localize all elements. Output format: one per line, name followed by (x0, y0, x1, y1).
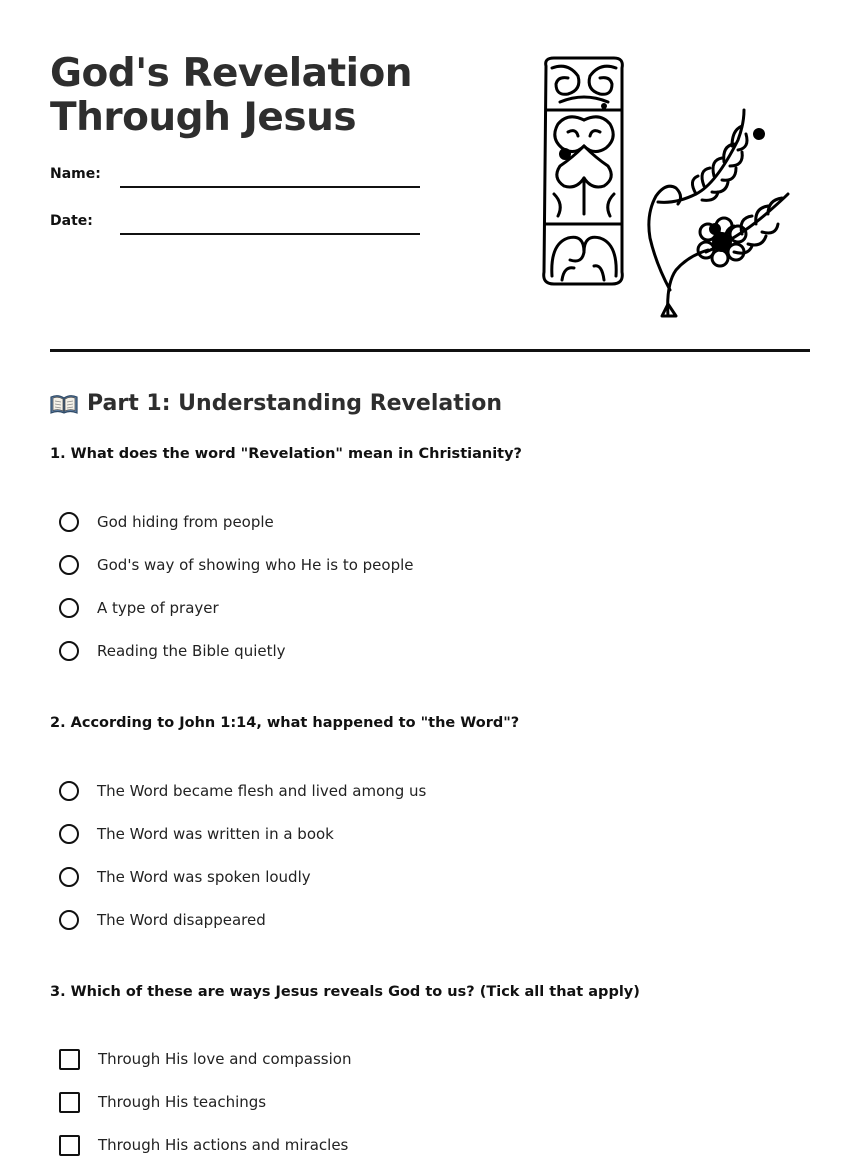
option-label: The Word was spoken loudly (97, 868, 311, 886)
radio-button[interactable] (59, 641, 79, 661)
radio-button[interactable] (59, 598, 79, 618)
question-2: 2. According to John 1:14, what happened to "the Word"? (50, 715, 520, 731)
name-label: Name: (50, 166, 101, 182)
option-label: A type of prayer (97, 599, 219, 617)
q2-option-1[interactable] (59, 778, 426, 804)
title-line-1: God's Revelation (50, 51, 413, 96)
radio-button[interactable] (59, 910, 79, 930)
radio-button[interactable] (59, 824, 79, 844)
question-1: 1. What does the word "Revelation" mean in Christianity? (50, 446, 522, 462)
option-label: Through His love and compassion (98, 1050, 352, 1068)
option-label: The Word disappeared (97, 911, 266, 929)
worksheet-page (50, 0, 810, 1161)
q3-option-3[interactable] (59, 1132, 348, 1158)
name-input-line[interactable] (120, 186, 420, 188)
radio-button[interactable] (59, 512, 79, 532)
option-label: Through His teachings (98, 1093, 267, 1111)
option-label: God hiding from people (97, 513, 274, 531)
q2-option-4[interactable] (59, 907, 266, 933)
radio-button[interactable] (59, 555, 79, 575)
option-label: God's way of showing who He is to people (97, 556, 414, 574)
option-label: The Word was written in a book (97, 825, 334, 843)
checkbox[interactable] (59, 1092, 80, 1113)
radio-button[interactable] (59, 867, 79, 887)
q1-option-1[interactable] (59, 509, 274, 535)
q3-option-1[interactable] (59, 1046, 351, 1072)
decorative-pillar-and-fern-icon (538, 54, 798, 324)
checkbox[interactable] (59, 1135, 80, 1156)
date-input-line[interactable] (120, 233, 420, 235)
q2-option-3[interactable] (59, 864, 311, 890)
question-3: 3. Which of these are ways Jesus reveals God to us? (Tick all that apply) (50, 984, 640, 1000)
part1-title: Part 1: Understanding Revelation (87, 391, 503, 416)
checkbox[interactable] (59, 1049, 80, 1070)
date-field (50, 212, 420, 242)
worksheet-title (50, 52, 412, 140)
q3-option-2[interactable] (59, 1089, 266, 1115)
title-line-2: Through Jesus (50, 95, 357, 140)
option-label: The Word became flesh and lived among us (97, 782, 427, 800)
option-label: Through His actions and miracles (98, 1136, 349, 1154)
q1-option-2[interactable] (59, 552, 414, 578)
radio-button[interactable] (59, 781, 79, 801)
part1-heading (50, 389, 502, 419)
option-label: Reading the Bible quietly (97, 642, 286, 660)
q1-option-4[interactable] (59, 638, 286, 664)
open-book-icon (50, 393, 78, 415)
q2-option-2[interactable] (59, 821, 334, 847)
header-divider (50, 349, 810, 352)
name-field (50, 165, 420, 195)
q1-option-3[interactable] (59, 595, 219, 621)
date-label: Date: (50, 213, 93, 229)
